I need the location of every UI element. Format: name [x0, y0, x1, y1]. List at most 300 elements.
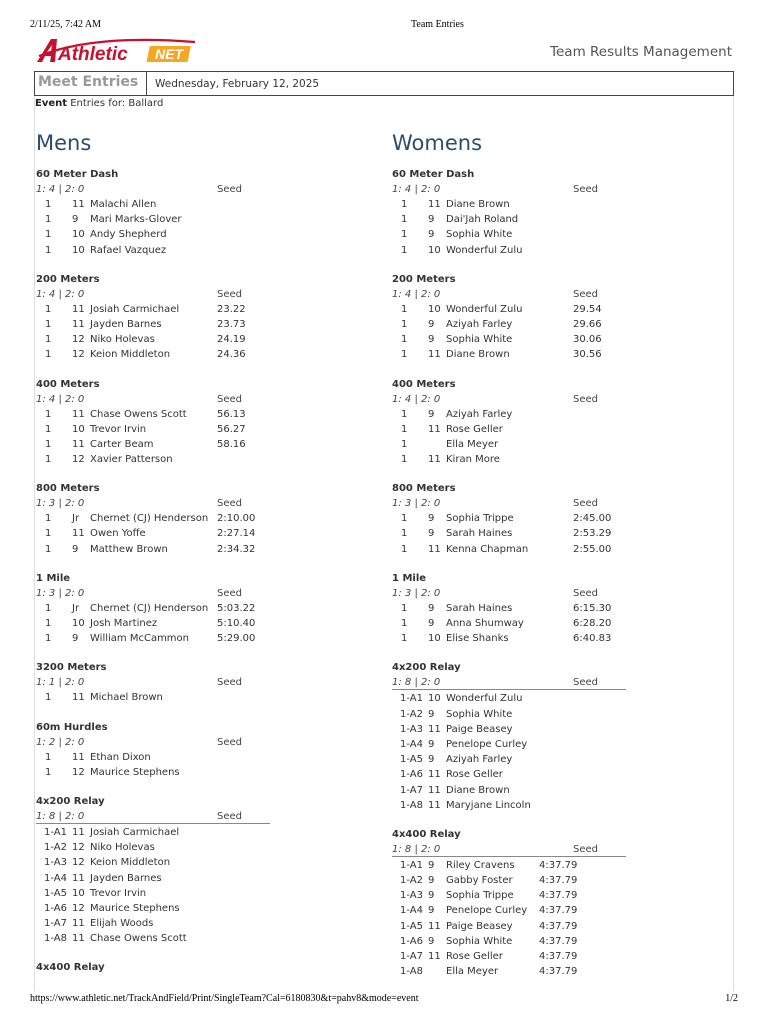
heat-number: 1	[45, 528, 52, 540]
seed-column-label: Seed	[217, 587, 242, 599]
athlete-name[interactable]: Penelope Curley	[446, 905, 528, 917]
athlete-name[interactable]: Kenna Chapman	[446, 543, 529, 555]
athlete-name[interactable]: Elijah Woods	[90, 918, 154, 930]
heat-count: 1: 4 | 2: 0	[392, 184, 441, 195]
event-name[interactable]: 400 Meters	[392, 378, 456, 390]
athlete-name[interactable]: Andy Shepherd	[90, 229, 167, 241]
grade: 11	[428, 920, 441, 932]
grade: 9	[428, 754, 435, 766]
heat-number: 1-A8	[44, 933, 67, 945]
seed-column-label: Seed	[573, 288, 598, 300]
seed-time: 2:55.00	[573, 543, 612, 555]
heat-count: 1: 8 | 2: 0	[392, 843, 441, 855]
heat-count: 1: 8 | 2: 0	[36, 810, 85, 822]
seed-time: 56.27	[217, 423, 246, 435]
grade: 11	[72, 751, 85, 763]
grade: 12	[72, 902, 85, 914]
heat-number: 1-A7	[400, 951, 423, 962]
event-label: Event	[35, 98, 68, 109]
heat-number: 1-A1	[400, 693, 423, 705]
athlete-name[interactable]: Ella Meyer	[446, 966, 499, 978]
grade: 10	[72, 887, 85, 899]
grade: 9	[72, 633, 79, 645]
grade: 12	[72, 334, 85, 346]
athlete-name[interactable]: Sophia Trippe	[446, 513, 514, 525]
heat-summary	[36, 496, 376, 511]
heat-number: 1	[45, 602, 52, 614]
section-title: Team Results Management	[550, 44, 732, 60]
heat-summary	[392, 182, 732, 197]
heat-number: 1	[401, 618, 408, 629]
heat-number: 1	[45, 303, 52, 315]
grade: 9	[428, 513, 435, 525]
athlete-name[interactable]: Maurice Stephens	[90, 902, 180, 914]
athlete-name[interactable]: Gabby Foster	[446, 875, 513, 887]
heat-number: 1-A8	[400, 799, 423, 811]
grade: 9	[428, 890, 435, 902]
athlete-name[interactable]: Wonderful Zulu	[446, 303, 523, 315]
heat-count: 1: 8 | 2: 0	[392, 677, 441, 689]
event-name[interactable]: 4x200 Relay	[392, 662, 461, 674]
event-name[interactable]: 60 Meter Dash	[36, 169, 119, 180]
heat-number: 1	[45, 438, 52, 450]
grade: 12	[72, 349, 85, 361]
heat-number: 1	[45, 751, 52, 763]
seed-time: 24.19	[217, 334, 246, 346]
heat-number: 1	[401, 633, 408, 645]
grade: 11	[72, 438, 85, 450]
athlete-name[interactable]: Trevor Irvin	[90, 423, 147, 435]
heat-number: 1-A5	[400, 754, 423, 766]
grade: 11	[428, 769, 441, 781]
entry-row	[392, 197, 732, 212]
athlete-name[interactable]: Paige Beasey	[446, 920, 513, 932]
grade: 9	[428, 618, 435, 629]
print-url: https://www.athletic.net/TrackAndField/Print/SingleTeam?Cal=6180830&t=pahv8&mode=event	[30, 993, 419, 1004]
heat-number: 1-A2	[400, 875, 423, 887]
entry-row	[392, 601, 732, 616]
heat-number: 1	[401, 214, 408, 226]
athlete-name[interactable]: Josiah Carmichael	[90, 303, 180, 315]
heat-number: 1-A6	[400, 769, 423, 781]
heat-number: 1-A3	[44, 857, 67, 869]
print-title: Team Entries	[411, 19, 464, 30]
entry-row	[392, 302, 732, 317]
athlete-name[interactable]: Michael Brown	[90, 692, 163, 704]
entries-for-text: Entries for: Ballard	[70, 98, 164, 109]
athlete-name[interactable]: Chase Owens Scott	[90, 933, 187, 945]
entry-row	[36, 931, 376, 946]
athlete-name[interactable]: Jayden Barnes	[90, 872, 162, 884]
athlete-name[interactable]: Sophia White	[446, 229, 513, 241]
entry-row	[392, 317, 732, 332]
seed-column-label: Seed	[217, 498, 242, 510]
heat-number: 1	[401, 528, 408, 540]
heat-number: 1	[45, 513, 52, 525]
print-footer	[30, 993, 738, 1007]
heat-number: 1	[401, 303, 408, 315]
seed-column-label: Seed	[217, 810, 242, 822]
meet-info-box	[34, 71, 734, 96]
seed-time: 2:10.00	[217, 513, 256, 525]
athlete-name[interactable]: Xavier Patterson	[90, 454, 173, 466]
entry-row	[36, 750, 376, 765]
athlete-name[interactable]: Mari Marks-Glover	[90, 214, 182, 226]
heat-number: 1-A2	[400, 708, 423, 720]
event-name[interactable]: 60 Meter Dash	[392, 169, 475, 180]
event-name[interactable]: 60m Hurdles	[36, 721, 108, 733]
athlete-name[interactable]: Diane Brown	[446, 349, 510, 361]
athlete-name[interactable]: Riley Cravens	[446, 859, 515, 871]
event-block	[392, 827, 732, 980]
heat-number: 1-A7	[44, 918, 67, 930]
seed-time: 4:37.79	[539, 951, 578, 962]
seed-time: 4:37.79	[539, 890, 578, 902]
svg-text:Athletic: Athletic	[58, 44, 128, 65]
grade: 10	[72, 244, 85, 256]
heat-count: 1: 2 | 2: 0	[36, 736, 85, 748]
athlete-name[interactable]: Sophia Trippe	[446, 890, 514, 902]
seed-time: 4:37.79	[539, 905, 578, 917]
event-name[interactable]: 1 Mile	[36, 572, 71, 584]
womens-column	[392, 128, 732, 993]
grade: 10	[72, 423, 85, 435]
entry-row	[392, 407, 732, 422]
athlete-name[interactable]: Sarah Haines	[446, 602, 513, 614]
entry-row	[36, 347, 376, 362]
grade: 11	[428, 199, 441, 210]
seed-time: 2:45.00	[573, 513, 612, 525]
heat-number: 1	[45, 692, 52, 704]
grade: 9	[72, 214, 79, 226]
entry-row	[36, 690, 376, 705]
entry-row	[392, 707, 732, 722]
grade: 11	[428, 454, 441, 466]
grade: 11	[72, 692, 85, 704]
athlete-name[interactable]: Dai'Jah Roland	[446, 214, 519, 226]
event-block	[392, 167, 732, 258]
heat-number: 1-A6	[400, 935, 423, 947]
heat-number: 1-A5	[400, 920, 423, 932]
athlete-name[interactable]: Kiran More	[446, 454, 500, 466]
grade: 10	[428, 633, 441, 645]
heat-number: 1	[45, 349, 52, 361]
entry-row	[392, 934, 732, 949]
seed-time: 29.66	[573, 318, 602, 330]
entry-row	[392, 964, 732, 979]
right-border	[733, 96, 734, 991]
entry-row	[392, 767, 732, 782]
heat-number: 1-A4	[44, 872, 67, 884]
heat-number: 1	[45, 633, 52, 645]
athlete-name[interactable]: Rose Geller	[446, 423, 503, 435]
print-header	[30, 19, 738, 33]
heat-number: 1	[45, 543, 52, 555]
heat-summary	[392, 842, 626, 857]
heat-count: 1: 3 | 2: 0	[36, 498, 85, 510]
seed-column-label: Seed	[217, 184, 242, 195]
seed-column-label: Seed	[573, 184, 598, 195]
grade: 11	[72, 826, 85, 838]
grade: 10	[428, 303, 441, 315]
entry-row	[36, 886, 376, 901]
athlete-name[interactable]: Sophia White	[446, 334, 513, 346]
athlete-name[interactable]: Paige Beasey	[446, 723, 513, 735]
seed-time: 5:29.00	[217, 633, 256, 645]
grade: 9	[428, 905, 435, 917]
seed-column-label: Seed	[573, 843, 598, 855]
event-name[interactable]: 3200 Meters	[36, 662, 107, 674]
grade: 10	[428, 244, 441, 256]
seed-column-label: Seed	[573, 393, 598, 405]
meet-date: Wednesday, February 12, 2025	[155, 78, 320, 90]
entry-row	[392, 798, 732, 813]
grade: 9	[428, 528, 435, 540]
entry-row	[36, 243, 376, 258]
heat-summary	[36, 735, 376, 750]
grade: 9	[428, 602, 435, 614]
seed-time: 2:53.29	[573, 528, 612, 540]
athlete-name[interactable]: Diane Brown	[446, 784, 510, 796]
athlete-name[interactable]: Ethan Dixon	[90, 751, 151, 763]
heat-summary	[392, 496, 732, 511]
athlete-name[interactable]: Diane Brown	[446, 199, 510, 210]
seed-column-label: Seed	[217, 677, 242, 689]
grade: 11	[428, 723, 441, 735]
event-name[interactable]: 1 Mile	[392, 572, 427, 584]
heat-number: 1	[401, 423, 408, 435]
seed-time: 30.56	[573, 349, 602, 361]
athletic-net-logo[interactable]	[35, 36, 205, 66]
entry-row	[36, 302, 376, 317]
athlete-name[interactable]: Sophia White	[446, 935, 513, 947]
seed-time: 30.06	[573, 334, 602, 346]
entry-row	[36, 197, 376, 212]
seed-time: 29.54	[573, 303, 602, 315]
heat-number: 1	[45, 199, 52, 210]
heat-number: 1	[45, 454, 52, 466]
print-timestamp: 2/11/25, 7:42 AM	[30, 19, 102, 30]
entry-row	[36, 855, 376, 870]
grade: 11	[428, 349, 441, 361]
heat-number: 1	[401, 244, 408, 256]
grade: 10	[428, 693, 441, 705]
seed-column-label: Seed	[217, 736, 242, 748]
heat-number: 1	[45, 408, 52, 420]
heat-number: 1	[401, 454, 408, 466]
heat-number: 1	[45, 766, 52, 778]
seed-column-label: Seed	[573, 587, 598, 599]
grade: 9	[428, 408, 435, 420]
athlete-name[interactable]: Carter Beam	[90, 438, 154, 450]
athlete-name[interactable]: Aziyah Farley	[446, 318, 513, 330]
grade: Jr	[72, 602, 80, 614]
heat-number: 1	[45, 229, 52, 241]
grade: 11	[72, 303, 85, 315]
grade: 12	[72, 454, 85, 466]
event-name[interactable]: 4x400 Relay	[36, 962, 105, 974]
heat-number: 1-A6	[44, 902, 67, 914]
athlete-name[interactable]: Niko Holevas	[90, 334, 155, 346]
entry-row	[392, 737, 732, 752]
entry-row	[392, 243, 732, 258]
athlete-name[interactable]: Chernet (CJ) Henderson	[90, 602, 209, 614]
athlete-name[interactable]: Rafael Vazquez	[90, 244, 167, 256]
event-block	[36, 167, 376, 258]
grade: 11	[72, 408, 85, 420]
seed-time: 4:37.79	[539, 859, 578, 871]
heat-summary	[392, 287, 732, 302]
athlete-name[interactable]: Jayden Barnes	[90, 318, 162, 330]
event-block	[36, 794, 376, 947]
athlete-name[interactable]: Penelope Curley	[446, 738, 528, 750]
entry-row	[36, 825, 376, 840]
entry-row	[392, 437, 732, 452]
event-name[interactable]: 4x400 Relay	[392, 828, 461, 840]
entry-row	[36, 422, 376, 437]
event-name[interactable]: 200 Meters	[36, 273, 100, 285]
grade: 11	[72, 872, 85, 884]
entry-row	[36, 616, 376, 631]
athlete-name[interactable]: Niko Holevas	[90, 842, 155, 854]
entry-row	[392, 631, 732, 646]
event-block	[392, 571, 732, 647]
heat-summary	[392, 675, 626, 690]
heat-summary	[392, 586, 732, 601]
entry-row	[392, 452, 732, 467]
entry-row	[392, 903, 732, 918]
heat-count: 1: 4 | 2: 0	[36, 184, 85, 195]
entry-row	[36, 452, 376, 467]
entry-row	[36, 212, 376, 227]
athlete-name[interactable]: Keion Middleton	[90, 857, 171, 869]
entry-row	[392, 212, 732, 227]
athlete-name[interactable]: Elise Shanks	[446, 633, 509, 645]
entry-row	[36, 511, 376, 526]
grade: 12	[72, 857, 85, 869]
seed-time: 2:34.32	[217, 543, 256, 555]
heat-summary	[36, 182, 376, 197]
athlete-name[interactable]: Wonderful Zulu	[446, 693, 523, 705]
heat-number: 1-A7	[400, 784, 423, 796]
seed-time: 6:40.83	[573, 633, 612, 645]
athlete-name[interactable]: Wonderful Zulu	[446, 244, 523, 256]
seed-time: 56.13	[217, 408, 246, 420]
entry-row	[36, 407, 376, 422]
heat-count: 1: 4 | 2: 0	[392, 393, 441, 405]
entry-row	[392, 542, 732, 557]
heat-number: 1	[45, 618, 52, 629]
entry-row	[36, 901, 376, 916]
athlete-name[interactable]: Maurice Stephens	[90, 766, 180, 778]
heat-number: 1	[45, 244, 52, 256]
event-block	[392, 272, 732, 363]
athlete-name[interactable]: Josh Martinez	[90, 618, 158, 629]
heat-number: 1	[45, 423, 52, 435]
entry-row	[392, 752, 732, 767]
seed-time: 2:27.14	[217, 528, 256, 540]
grade: 11	[72, 318, 85, 330]
heat-count: 1: 3 | 2: 0	[392, 587, 441, 599]
entry-row	[36, 437, 376, 452]
athlete-name[interactable]: Chase Owens Scott	[90, 408, 187, 420]
mens-heading: Mens	[36, 131, 92, 155]
event-name[interactable]: 200 Meters	[392, 273, 456, 285]
heat-number: 1	[401, 602, 408, 614]
mens-column	[36, 128, 376, 989]
seed-time: 6:28.20	[573, 618, 612, 629]
seed-time: 5:03.22	[217, 602, 256, 614]
athlete-name[interactable]: Sarah Haines	[446, 528, 513, 540]
athlete-name[interactable]: Malachi Allen	[90, 199, 157, 210]
seed-column-label: Seed	[573, 498, 598, 510]
athlete-name[interactable]: Ella Meyer	[446, 438, 499, 450]
athlete-name[interactable]: Chernet (CJ) Henderson	[90, 513, 209, 525]
grade: 9	[428, 318, 435, 330]
entry-row	[36, 317, 376, 332]
heat-number: 1-A1	[400, 859, 423, 871]
heat-number: 1	[401, 334, 408, 346]
athlete-name[interactable]: Aziyah Farley	[446, 754, 513, 766]
heat-summary	[36, 675, 376, 690]
grade: 11	[72, 199, 85, 210]
event-block	[36, 272, 376, 363]
athlete-name[interactable]: Aziyah Farley	[446, 408, 513, 420]
grade: 9	[428, 935, 435, 947]
athlete-name[interactable]: Rose Geller	[446, 769, 503, 781]
heat-number: 1-A4	[400, 905, 423, 917]
seed-time: 4:37.79	[539, 935, 578, 947]
grade: 9	[428, 738, 435, 750]
grade: 9	[428, 334, 435, 346]
event-name[interactable]: 800 Meters	[392, 483, 456, 495]
athlete-name[interactable]: Maryjane Lincoln	[446, 799, 531, 811]
seed-time: 4:37.79	[539, 966, 578, 978]
athlete-name[interactable]: Josiah Carmichael	[90, 826, 180, 838]
event-name[interactable]: 400 Meters	[36, 378, 100, 390]
event-block	[392, 481, 732, 557]
heat-number: 1	[401, 349, 408, 361]
heat-number: 1-A2	[44, 842, 67, 854]
heat-number: 1	[401, 408, 408, 420]
entry-row	[392, 858, 732, 873]
event-name[interactable]: 4x200 Relay	[36, 795, 105, 807]
entry-row	[36, 542, 376, 557]
entry-row	[36, 631, 376, 646]
athlete-name[interactable]: Owen Yoffe	[90, 528, 146, 540]
entry-row	[392, 347, 732, 362]
entry-row	[392, 227, 732, 242]
event-block	[36, 720, 376, 780]
athlete-name[interactable]: Anna Shumway	[446, 618, 524, 629]
entry-row	[36, 332, 376, 347]
entry-row	[392, 422, 732, 437]
seed-time: 5:10.40	[217, 618, 256, 629]
heat-number: 1	[45, 318, 52, 330]
heat-count: 1: 1 | 2: 0	[36, 677, 85, 689]
athlete-name[interactable]: Keion Middleton	[90, 349, 171, 361]
grade: 11	[72, 918, 85, 930]
athlete-name[interactable]: Sophia White	[446, 708, 513, 720]
event-name[interactable]: 800 Meters	[36, 483, 100, 495]
athlete-name[interactable]: Trevor Irvin	[90, 887, 147, 899]
athlete-name[interactable]: Matthew Brown	[90, 543, 168, 555]
entry-row	[36, 227, 376, 242]
athlete-name[interactable]: William McCammon	[90, 633, 190, 645]
entry-row	[392, 873, 732, 888]
grade: 9	[428, 214, 435, 226]
athlete-name[interactable]: Rose Geller	[446, 951, 503, 962]
